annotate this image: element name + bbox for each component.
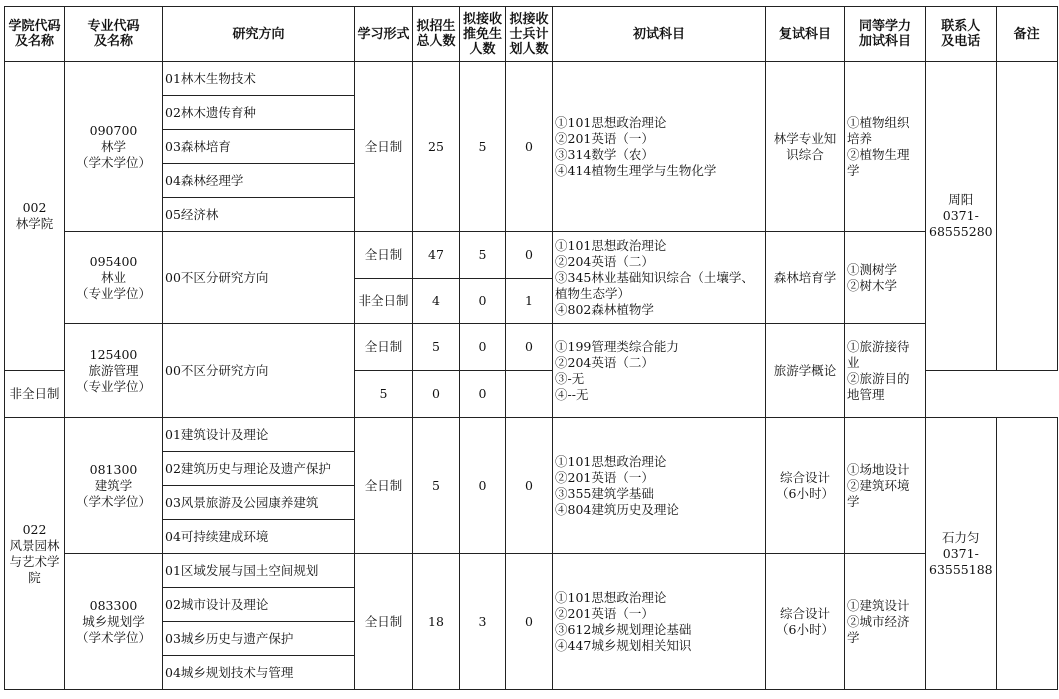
direction-cell: 03风景旅游及公园康养建筑 (163, 486, 355, 520)
admissions-table (4, 6, 1058, 690)
mode-cell: 全日制 (355, 324, 413, 371)
mode-cell: 全日制 (355, 232, 413, 279)
direction-cell: 01建筑设计及理论 (163, 418, 355, 452)
retest-cell: 综合设计 （6小时） (766, 418, 845, 554)
table-row (5, 554, 1058, 588)
extra-cell: ①植物组织 培养 ②植物生理 学 (845, 62, 926, 232)
header-soldier: 拟接收 士兵计 划人数 (506, 7, 553, 62)
direction-cell: 04森林经理学 (163, 164, 355, 198)
enroll-cell: 47 (413, 232, 460, 279)
direction-cell: 02城市设计及理论 (163, 588, 355, 622)
college-cell: 022 风景园林 与艺术学 院 (5, 418, 65, 690)
recommend-cell: 0 (460, 279, 506, 324)
direction-cell: 03森林培育 (163, 130, 355, 164)
header-exam: 初试科目 (553, 7, 766, 62)
soldier-cell: 0 (506, 232, 553, 279)
header-major: 专业代码 及名称 (65, 7, 163, 62)
direction-cell: 04可持续建成环境 (163, 520, 355, 554)
college-cell: 002 林学院 (5, 62, 65, 371)
soldier-cell: 0 (506, 418, 553, 554)
soldier-cell: 0 (460, 371, 506, 418)
exam-cell: ①101思想政治理论 ②204英语（二） ③345林业基础知识综合（土壤学、 植物生态学） ④802森林植物学 (553, 232, 766, 324)
direction-cell: 02林木遗传育种 (163, 96, 355, 130)
header-retest: 复试科目 (766, 7, 845, 62)
recommend-cell: 3 (460, 554, 506, 690)
enroll-cell: 25 (413, 62, 460, 232)
direction-cell: 04城乡规划技术与管理 (163, 656, 355, 690)
exam-cell: ①199管理类综合能力 ②204英语（二） ③-无 ④--无 (553, 324, 766, 418)
note-cell (996, 418, 1057, 690)
enroll-cell: 18 (413, 554, 460, 690)
direction-cell: 05经济林 (163, 198, 355, 232)
retest-cell: 旅游学概论 (766, 324, 845, 418)
header-row (5, 7, 1058, 62)
direction-cell: 00不区分研究方向 (163, 324, 355, 418)
extra-cell: ①测树学 ②树木学 (845, 232, 926, 324)
header-enroll: 拟招生 总人数 (413, 7, 460, 62)
retest-cell: 森林培育学 (766, 232, 845, 324)
mode-cell: 全日制 (355, 554, 413, 690)
exam-cell: ①101思想政治理论 ②201英语（一） ③314数学（农） ④414植物生理学与生物化学 (553, 62, 766, 232)
soldier-cell: 0 (506, 324, 553, 371)
header-note: 备注 (996, 7, 1057, 62)
table-row (5, 62, 1058, 96)
recommend-cell: 5 (460, 62, 506, 232)
retest-cell: 林学专业知 识综合 (766, 62, 845, 232)
extra-cell: ①旅游接待 业 ②旅游目的 地管理 (845, 324, 926, 418)
retest-cell: 综合设计 （6小时） (766, 554, 845, 690)
direction-cell: 01林木生物技术 (163, 62, 355, 96)
mode-cell: 全日制 (355, 62, 413, 232)
table-row (5, 324, 1058, 371)
soldier-cell: 0 (506, 554, 553, 690)
header-direction: 研究方向 (163, 7, 355, 62)
recommend-cell: 0 (460, 418, 506, 554)
table-row (5, 232, 1058, 279)
header-college: 学院代码 及名称 (5, 7, 65, 62)
soldier-cell: 1 (506, 279, 553, 324)
enroll-cell: 4 (413, 279, 460, 324)
major-cell: 125400 旅游管理 （专业学位） (65, 324, 163, 418)
header-mode: 学习形式 (355, 7, 413, 62)
extra-cell: ①场地设计 ②建筑环境 学 (845, 418, 926, 554)
enroll-cell: 5 (413, 324, 460, 371)
extra-cell: ①建筑设计 ②城市经济 学 (845, 554, 926, 690)
major-cell: 083300 城乡规划学 （学术学位） (65, 554, 163, 690)
exam-cell: ①101思想政治理论 ②201英语（一） ③612城乡规划理论基础 ④447城乡规划相关知识 (553, 554, 766, 690)
direction-cell: 02建筑历史与理论及遗产保护 (163, 452, 355, 486)
enroll-cell: 5 (413, 418, 460, 554)
enroll-cell: 5 (355, 371, 413, 418)
header-recommend: 拟接收 推免生 人数 (460, 7, 506, 62)
table-body (5, 62, 1058, 690)
header-contact: 联系人 及电话 (926, 7, 997, 62)
contact-cell: 石力匀 0371- 63555188 (926, 418, 997, 690)
exam-cell: ①101思想政治理论 ②201英语（一） ③355建筑学基础 ④804建筑历史及理论 (553, 418, 766, 554)
mode-cell: 非全日制 (355, 279, 413, 324)
direction-cell: 01区域发展与国土空间规划 (163, 554, 355, 588)
major-cell: 090700 林学 （学术学位） (65, 62, 163, 232)
header-extra: 同等学力 加试科目 (845, 7, 926, 62)
mode-cell: 全日制 (355, 418, 413, 554)
note-cell (996, 62, 1057, 371)
major-cell: 095400 林业 （专业学位） (65, 232, 163, 324)
mode-cell: 非全日制 (5, 371, 65, 418)
recommend-cell: 5 (460, 232, 506, 279)
major-cell: 081300 建筑学 （学术学位） (65, 418, 163, 554)
contact-cell: 周阳 0371- 68555280 (926, 62, 997, 371)
direction-cell: 03城乡历史与遗产保护 (163, 622, 355, 656)
recommend-cell: 0 (413, 371, 460, 418)
direction-cell: 00不区分研究方向 (163, 232, 355, 324)
soldier-cell: 0 (506, 62, 553, 232)
table-row (5, 418, 1058, 452)
recommend-cell: 0 (460, 324, 506, 371)
